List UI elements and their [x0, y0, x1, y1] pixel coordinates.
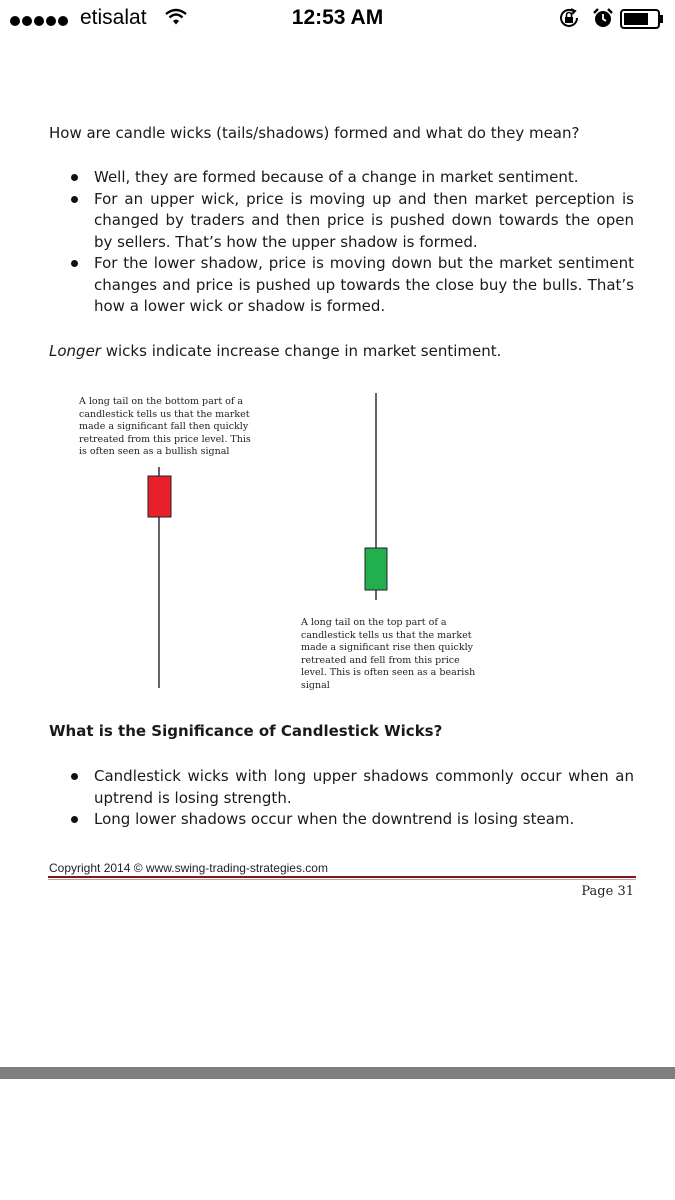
page-number: Page 31: [581, 884, 634, 899]
footer-copyright: Copyright 2014 © www.swing-trading-strategies.com: [49, 861, 328, 875]
bearish-candle-body: [148, 476, 171, 517]
list-item: For the lower shadow, price is moving down but the market sentiment changes and price is pushed up towards the close buy the bulls. That’s how a lower wick or shadow is formed.: [64, 253, 634, 318]
emphasis-text: Longer: [49, 342, 101, 360]
section-heading: What is the Significance of Candlestick Wicks?: [49, 722, 443, 740]
status-time: 12:53 AM: [291, 6, 384, 29]
list-item: Candlestick wicks with long upper shadows commonly occur when an uptrend is losing strength.: [64, 766, 634, 809]
footer-divider-shadow: [48, 879, 636, 880]
longer-wicks-line: [49, 342, 501, 360]
bearish-caption: A long tail on the top part of a candlestick tells us that the market made a significant rise then quickly retreated and fell from this price level. This is often seen as a bearish signal: [301, 617, 476, 691]
bullet-list-wick-formation: [64, 167, 634, 318]
bullish-candle-body: [365, 548, 387, 590]
question-line: How are candle wicks (tails/shadows) formed and what do they mean?: [49, 124, 580, 142]
list-item: Long lower shadows occur when the downtrend is losing steam.: [64, 809, 634, 831]
list-item: For an upper wick, price is moving up and then market perception is changed by traders and then price is pushed down towards the open by sellers. That’s how the upper shadow is formed.: [64, 189, 634, 254]
longer-wicks-text: wicks indicate increase change in market sentiment.: [100, 342, 502, 360]
footer-divider: [48, 876, 636, 878]
bullish-caption: A long tail on the bottom part of a candlestick tells us that the market made a significant fall then quickly retreated from this price level. This is often seen as a bullish signal: [79, 396, 251, 458]
bullet-list-significance: [64, 766, 634, 831]
list-item: Well, they are formed because of a change in market sentiment.: [64, 167, 634, 189]
carrier-label: etisalat: [80, 6, 147, 29]
page-separator-bar: [0, 1067, 675, 1079]
